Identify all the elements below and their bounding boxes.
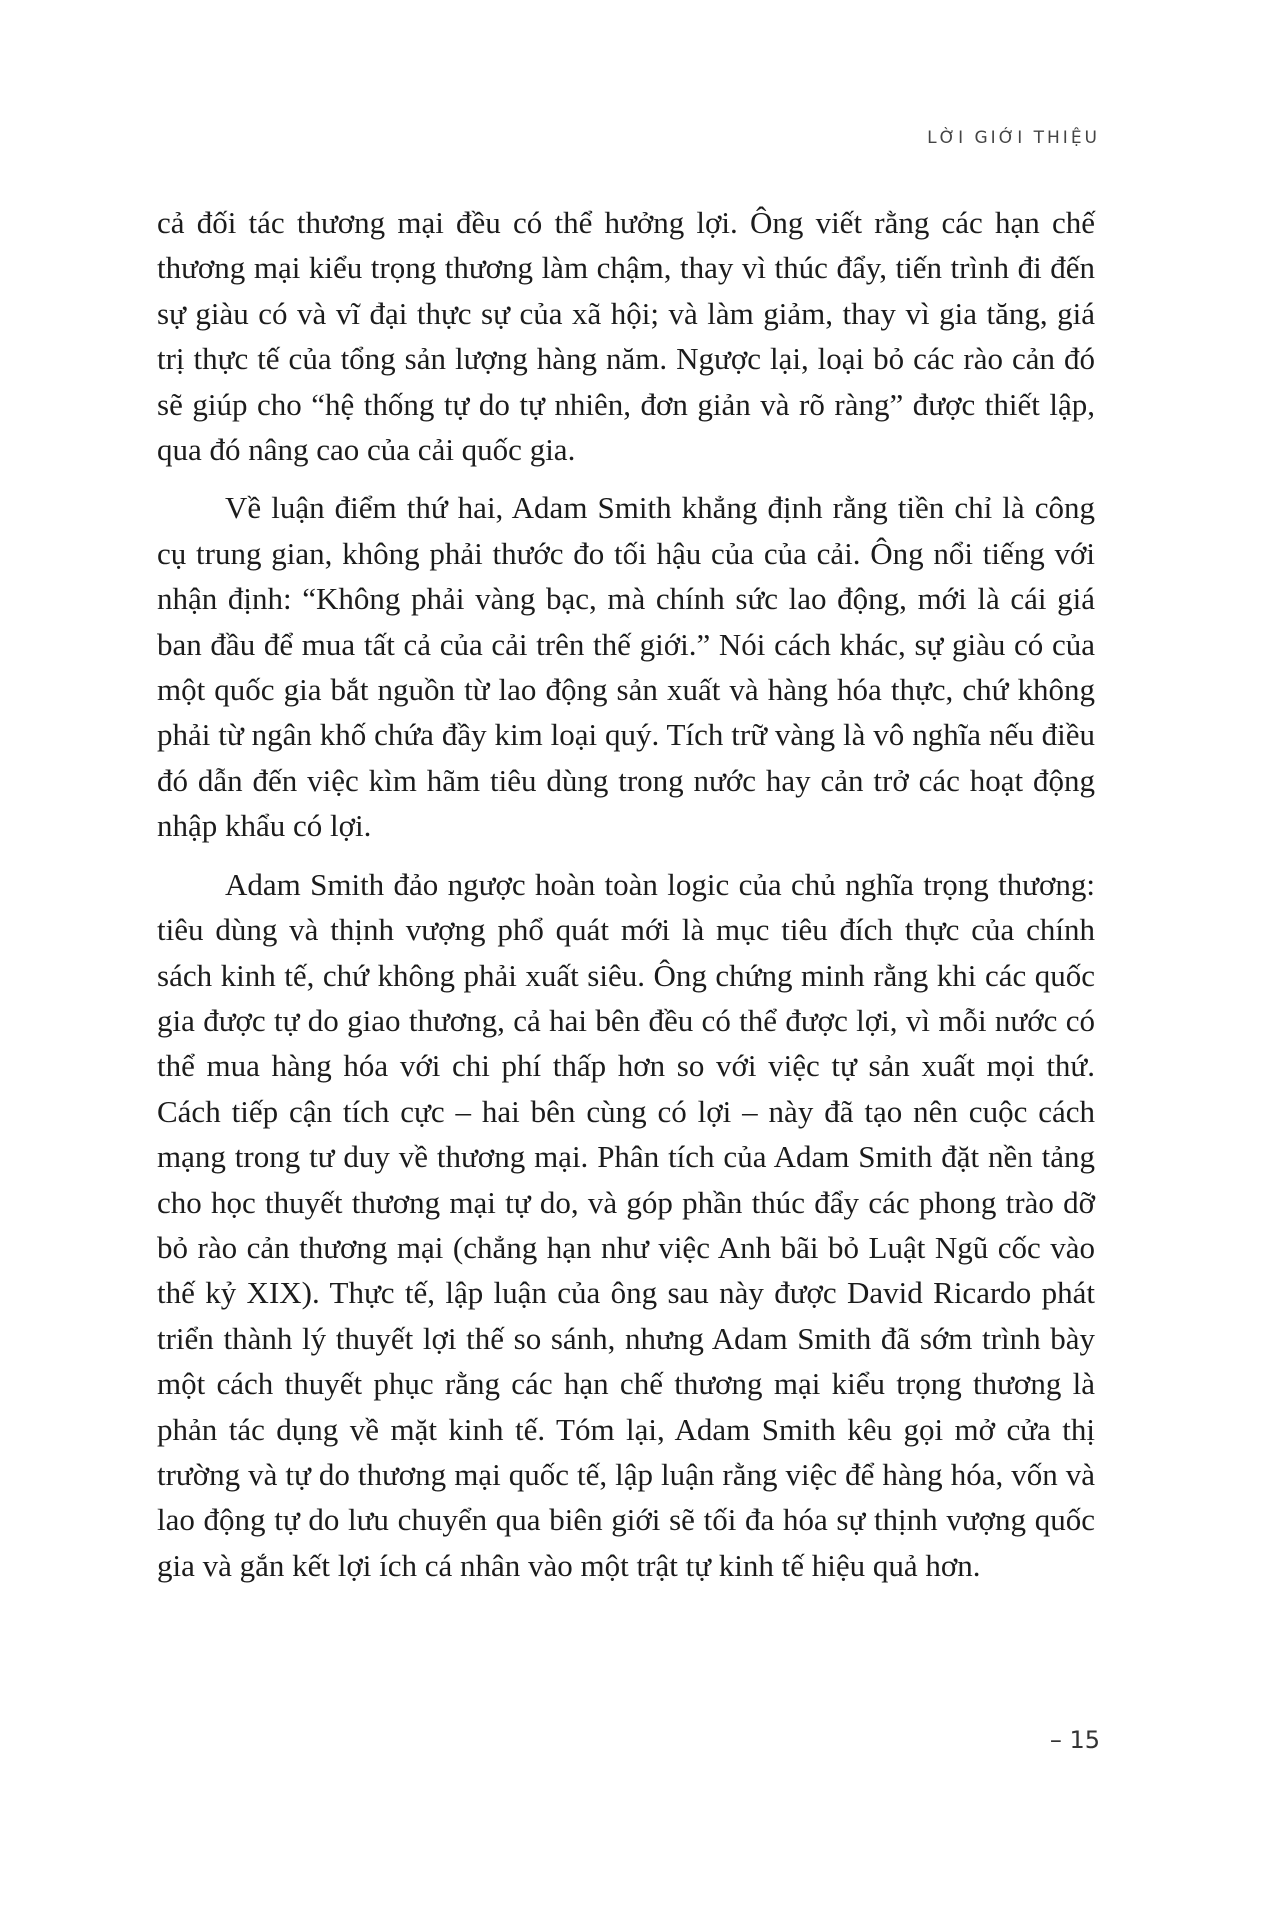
running-header: LỜI GIỚI THIỆU [927,128,1100,148]
paragraph-continuation: cả đối tác thương mại đều có thể hưởng lợi. Ông viết rằng các hạn chế thương mại kiểu trọng thương làm chậm, thay vì thúc đẩy, tiến trình đi đến sự giàu có và vĩ đại thực sự của xã hội; và làm giảm, thay vì gia tăng, giá trị thực tế của tổng sản lượng hàng năm. Ngược lại, loại bỏ các rào cản đó sẽ giúp cho “hệ thống tự do tự nhiên, đơn giản và rõ ràng” được thiết lập, qua đó nâng cao của cải quốc gia. [157,205,1095,468]
page-number: – 15 [1049,1726,1100,1754]
body-text [157,200,1095,1601]
paragraph-free-trade: Adam Smith đảo ngược hoàn toàn logic của chủ nghĩa trọng thương: tiêu dùng và thịnh vượng phổ quát mới là mục tiêu đích thực của chính sách kinh tế, chứ không phải xuất siêu. Ông chứng minh rằng khi các quốc gia được tự do giao thương, cả hai bên đều có thể được lợi, vì mỗi nước có thể mua hàng hóa với chi phí thấp hơn so với việc tự sản xuất mọi thứ. Cách tiếp cận tích cực – hai bên cùng có lợi – này đã tạo nên cuộc cách mạng trong tư duy về thương mại. Phân tích của Adam Smith đặt nền tảng cho học thuyết thương mại tự do, và góp phần thúc đẩy các phong trào dỡ bỏ rào cản thương mại (chẳng hạn như việc Anh bãi bỏ Luật Ngũ cốc vào thế kỷ XIX). Thực tế, lập luận của ông sau này được David Ricardo phát triển thành lý thuyết lợi thế so sánh, nhưng Adam Smith đã sớm trình bày một cách thuyết phục rằng các hạn chế thương mại kiểu trọng thương là phản tác dụng về mặt kinh tế. Tóm lại, Adam Smith kêu gọi mở cửa thị trường và tự do thương mại quốc tế, lập luận rằng việc để hàng hóa, vốn và lao động tự do lưu chuyển qua biên giới sẽ tối đa hóa sự thịnh vượng quốc gia và gắn kết lợi ích cá nhân vào một trật tự kinh tế hiệu quả hơn. [157,866,1095,1583]
paragraph-second-argument: Về luận điểm thứ hai, Adam Smith khẳng định rằng tiền chỉ là công cụ trung gian, không phải thước đo tối hậu của của cải. Ông nổi tiếng với nhận định: “Không phải vàng bạc, mà chính sức lao động, mới là cái giá ban đầu để mua tất cả của cải trên thế giới.” Nói cách khác, sự giàu có của một quốc gia bắt nguồn từ lao động sản xuất và hàng hóa thực, chứ không phải từ ngân khố chứa đầy kim loại quý. Tích trữ vàng là vô nghĩa nếu điều đó dẫn đến việc kìm hãm tiêu dùng trong nước hay cản trở các hoạt động nhập khẩu có lợi. [157,490,1095,844]
